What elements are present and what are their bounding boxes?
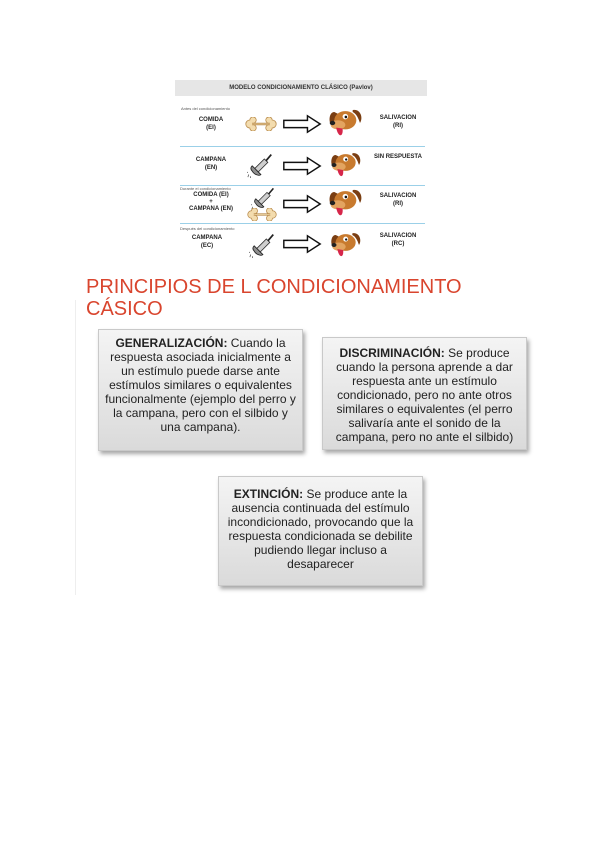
extincion-text: Se produce ante la ausencia continuada del estímulo incondicionado, provocando que la respuesta condicionada se debilite pudiendo llegar incluso a desaparecer [227,487,414,571]
page-title-line2: CÁSICO [86,298,163,320]
dog-icon [327,186,371,220]
row-response: SALIVACION (RI) [379,115,417,129]
discriminacion-text: Se produce cuando la persona aprende a dar respuesta ante un estímulo condicionado, pero no ante otros similares o equivalentes (el perro salivaría ante el sonido de la campana, pero no ante el silbido) [335,346,514,444]
dog-icon [329,228,369,262]
diagram-row-before [175,102,427,144]
page-title [86,276,506,320]
discriminacion-term: DISCRIMINACIÓN: [339,346,445,360]
row-separator [180,146,425,147]
row-small-label: Después del condicionamiento [180,226,235,231]
bone-icon [245,117,277,131]
generalizacion-box [98,329,303,451]
diagram-row-during [175,184,427,226]
arrow-right-icon [281,194,323,214]
bell-icon [251,186,275,210]
row-stimulus: CAMPANA (EN) [195,157,227,171]
row-response: SIN RESPUESTA [374,154,422,160]
row-small-label: Durante el condicionamiento [180,186,231,191]
bell-icon [249,232,275,258]
bell-icon [247,152,273,178]
row-small-label: Antes del condicionamiento [181,106,230,111]
dog-icon [329,150,369,180]
row-stimulus: COMIDA (EI) + CAMPANA (EN) [189,192,233,212]
dog-icon [327,106,371,140]
row-response: SALIVACION (RC) [379,233,417,247]
extincion-box [218,476,423,586]
row-stimulus: CAMPANA (EC) [191,235,223,249]
bone-icon [247,208,277,221]
row-stimulus: COMIDA (EI) [198,117,224,131]
generalizacion-text: Cuando la respuesta asociada inicialmente a un estímulo puede darse ante estímulos similares o equivalentes funcionalmente (ejemplo del perro y la campana, pero con el silbido y una campana). [105,336,296,434]
discriminacion-box [322,337,527,450]
page-title-line1: PRINCIPIOS DE L CONDICIONAMIENTO [86,276,462,298]
generalizacion-term: GENERALIZACIÓN: [115,336,228,350]
arrow-right-icon [281,234,323,254]
conditioning-diagram [175,80,427,266]
margin-line [75,300,76,595]
diagram-row-after [175,224,427,266]
arrow-right-icon [281,156,323,176]
extincion-term: EXTINCIÓN: [233,487,304,501]
row-response: SALIVACION (RI) [379,193,417,207]
diagram-header: MODELO CONDICIONAMIENTO CLÁSICO (Pavlov) [175,80,427,96]
arrow-right-icon [281,114,323,134]
